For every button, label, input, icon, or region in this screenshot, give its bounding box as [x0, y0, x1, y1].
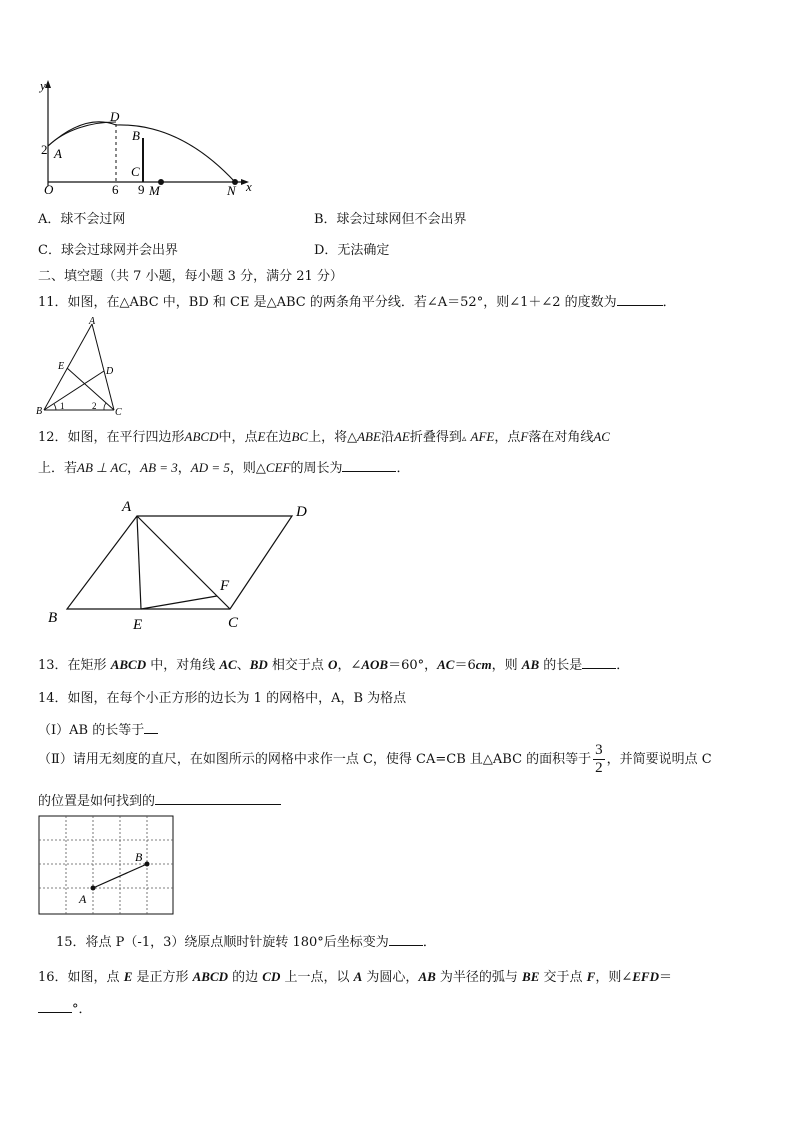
- q13-bd: BD: [249, 657, 268, 672]
- label-y: y: [40, 78, 46, 93]
- diagonal-ac: [137, 516, 230, 609]
- q13-text: [38, 654, 629, 673]
- q12-sep1: ，: [127, 461, 141, 476]
- q12-t9: 上．若: [38, 461, 78, 476]
- fraction-denominator: 2: [595, 760, 603, 776]
- q12-t11: 的周长为: [290, 461, 343, 476]
- q12-e: E: [257, 429, 266, 444]
- label-x: x: [246, 179, 252, 194]
- q12-t7: ，点: [494, 430, 521, 445]
- q13-ac: AC: [219, 657, 237, 672]
- q14-part2-text-b: ，并简要说明点 C: [606, 752, 712, 767]
- q16-t7: 交于点: [539, 970, 587, 985]
- q12-label-d: D: [296, 504, 307, 520]
- segment-ae: [137, 516, 141, 609]
- q13-t4: 相交于点: [267, 658, 329, 673]
- q11-end: ．: [662, 295, 676, 310]
- q12-ab-perp-ac: AB ⊥ AC: [77, 460, 128, 475]
- q16-answer-blank[interactable]: [38, 1000, 72, 1013]
- q14-label-a: A: [79, 892, 87, 906]
- q12-t8: 落在对角线: [528, 430, 594, 445]
- q15-stem: 15．将点 P（-1，3）绕原点顺时针旋转 180°后坐标变为: [56, 935, 389, 950]
- q12-t6: 折叠得到: [409, 430, 462, 445]
- q13-ab: AB: [521, 657, 540, 672]
- q15-answer-blank[interactable]: [389, 933, 423, 946]
- tick-2: 2: [41, 142, 48, 157]
- q16-f: F: [586, 969, 596, 984]
- q10-option-c: C．球会过球网并会出界: [38, 243, 178, 258]
- q12-cef: CEF: [265, 460, 291, 475]
- q16-t1: 16．如图，点: [38, 970, 124, 985]
- q14-stem: 14．如图，在每个小正方形的边长为 1 的网格中，A，B 为格点: [38, 691, 407, 706]
- q13-t7: ＝6: [454, 658, 476, 673]
- tick-9: 9: [138, 182, 145, 197]
- label-n: N: [227, 183, 236, 198]
- q12-line1: [38, 426, 610, 445]
- q12-t3: 在边: [265, 430, 292, 445]
- q11-stem: 11．如图，在△ABC 中，BD 和 CE 是△ABC 的两条角平分线．若∠A＝52°，则∠1＋∠2 的度数为: [38, 295, 617, 310]
- q10-option-d: D．无法确定: [314, 243, 390, 258]
- q16-t8: ，则∠: [595, 970, 633, 985]
- q16-text: [38, 966, 672, 985]
- q12-t10: ，则△: [229, 461, 266, 476]
- q16-a: A: [353, 969, 363, 984]
- q11-angle-1: 1: [60, 401, 65, 411]
- q12-t1: 12．如图，在平行四边形: [38, 430, 185, 445]
- q14-part1-blank[interactable]: [144, 721, 158, 734]
- q12-f: F: [520, 429, 529, 444]
- q13-t2: 中，对角线: [146, 658, 220, 673]
- label-a: A: [54, 146, 62, 161]
- q11-label-c: C: [115, 407, 122, 418]
- q10-trajectory-graph: [30, 78, 260, 200]
- q11-triangle-figure: [34, 316, 126, 418]
- q16-e: E: [123, 969, 133, 984]
- q12-line2: [38, 457, 410, 476]
- q14-label-b: B: [135, 850, 143, 864]
- q14-grid-figure: [38, 815, 176, 917]
- label-b: B: [132, 128, 140, 143]
- q13-ac2: AC: [437, 657, 455, 672]
- fraction-numerator: 3: [595, 742, 603, 758]
- q16-cd: CD: [262, 969, 281, 984]
- q12-t5: 沿: [380, 430, 394, 445]
- q11-angle-2: 2: [92, 401, 97, 411]
- q13-aob: AOB: [361, 657, 389, 672]
- q16-ab: AB: [418, 969, 436, 984]
- q12-label-a: A: [122, 499, 132, 515]
- q12-abcd: ABCD: [184, 429, 219, 444]
- q16-t2: 是正方形: [132, 970, 193, 985]
- q11-label-d: D: [106, 366, 114, 377]
- q12-t4: 上，将△: [308, 430, 358, 445]
- q12-label-f: F: [220, 578, 230, 594]
- q12-label-c: C: [228, 615, 239, 631]
- q16-abcd: ABCD: [192, 969, 229, 984]
- q13-t3: 、: [236, 658, 250, 673]
- q14-part1: [38, 719, 158, 738]
- label-m: M: [149, 183, 160, 198]
- q12-ad-eq: AD = 5: [190, 460, 230, 475]
- label-d: D: [110, 109, 120, 124]
- q13-t9: 的长是: [539, 658, 583, 673]
- segment-ef: [141, 596, 217, 609]
- q11-label-b: B: [36, 406, 43, 417]
- q13-t6: ＝60°，: [388, 658, 438, 673]
- q12-end: ．: [396, 461, 410, 476]
- q12-answer-blank[interactable]: [342, 459, 396, 472]
- q13-t5: ，∠: [337, 658, 362, 673]
- q12-label-e: E: [133, 617, 143, 633]
- q12-t2: 中，点: [218, 430, 258, 445]
- q12-ab-eq: AB = 3: [140, 460, 178, 475]
- q14-part1-text: （Ⅰ）AB 的长等于: [38, 723, 145, 738]
- q13-o: O: [328, 657, 338, 672]
- q12-afe: AFE: [470, 429, 495, 444]
- q11-answer-blank[interactable]: [617, 293, 663, 306]
- q14-part2-blank[interactable]: [155, 792, 281, 805]
- label-c: C: [131, 164, 140, 179]
- q11-label-e: E: [58, 361, 65, 372]
- fraction-3-2: [593, 742, 605, 777]
- q11-text: [38, 291, 676, 310]
- q12-abe: ABE: [357, 429, 381, 444]
- q12-parallelogram-figure: [40, 493, 330, 638]
- q12-tri: ▵: [461, 434, 467, 444]
- q12-sep2: ，: [177, 461, 191, 476]
- q16-t9: ＝: [658, 970, 672, 985]
- q13-abcd: ABCD: [110, 657, 147, 672]
- q13-cm: cm: [475, 657, 492, 672]
- q16-line2: [38, 998, 92, 1017]
- section-title: 二、填空题（共 7 小题，每小题 3 分，满分 21 分）: [38, 269, 343, 284]
- q13-t8: ，则: [491, 658, 522, 673]
- q13-answer-blank[interactable]: [582, 656, 616, 669]
- q12-label-b: B: [48, 610, 58, 626]
- q11-label-a: A: [89, 316, 96, 327]
- q16-t5: 为圆心，: [362, 970, 419, 985]
- q13-t1: 13．在矩形: [38, 658, 111, 673]
- label-o: O: [44, 182, 54, 197]
- q16-efd: EFD: [632, 969, 659, 984]
- q16-end: °．: [72, 1002, 92, 1017]
- q12-ac: AC: [593, 429, 610, 444]
- q16-t6: 为半径的弧与: [435, 970, 523, 985]
- q16-t4: 上一点，以: [280, 970, 354, 985]
- q16-t3: 的边: [228, 970, 263, 985]
- q12-ae: AE: [393, 429, 410, 444]
- q13-end: ．: [616, 658, 630, 673]
- q14-part2: [38, 742, 712, 777]
- q16-be: BE: [522, 969, 540, 984]
- q10-option-b: B．球会过球网但不会出界: [314, 212, 467, 227]
- q10-option-a: A．球不会过网: [38, 212, 126, 227]
- q14-part2-text: （Ⅱ）请用无刻度的直尺，在如图所示的网格中求作一点 C，使得 CA=CB 且△ABC 的面积等于: [38, 752, 592, 767]
- q12-bc: BC: [291, 429, 309, 444]
- q15-text: [56, 931, 436, 950]
- point-a: [91, 886, 96, 891]
- tick-6: 6: [112, 182, 119, 197]
- point-b: [145, 862, 150, 867]
- q15-end: ．: [422, 935, 436, 950]
- q14-part2-text-c: 的位置是如何找到的: [38, 794, 156, 809]
- q14-part2-line2: [38, 790, 281, 809]
